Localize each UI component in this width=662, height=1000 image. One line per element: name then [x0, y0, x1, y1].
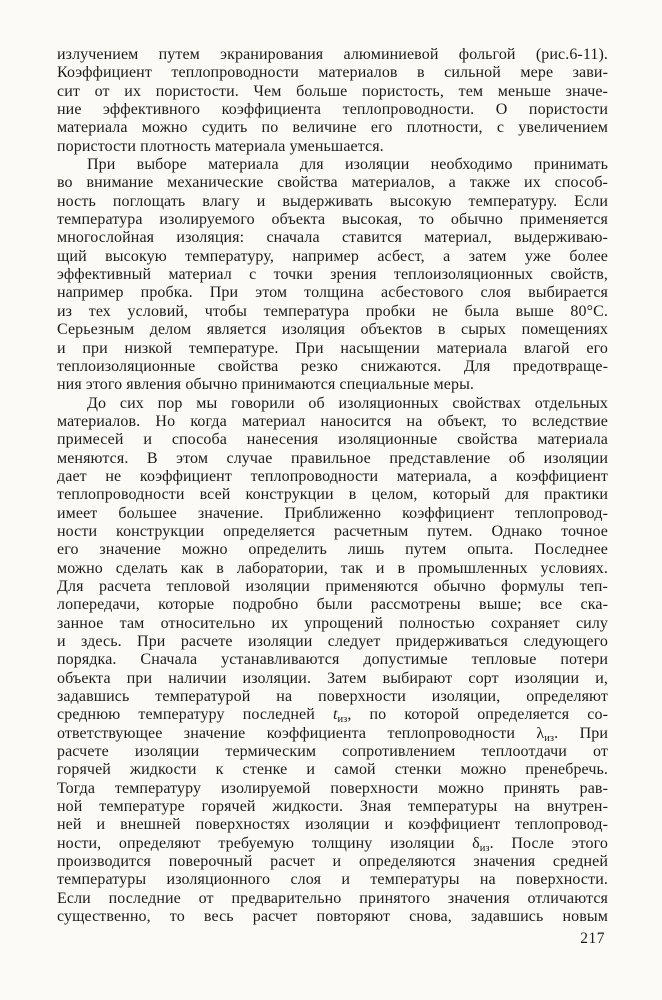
text-line: например пробка. При этом толщина асбестового слоя выбирается	[57, 284, 608, 302]
text-column	[57, 46, 608, 927]
text-line: До сих пор мы говорили об изоляционных свойствах отдельных	[87, 394, 608, 412]
text-line: и здесь. При расчете изоляции следует придерживаться следующего	[57, 633, 608, 650]
text-line: дает не коэффициент теплопроводности материала, а коэффициент	[57, 467, 608, 485]
text-line: примесей и способа нанесения изоляционные свойства материала	[57, 431, 608, 449]
text-line: его значение можно определить лишь путем опыта. Последнее	[57, 541, 608, 559]
text-line: во внимание механические свойства материалов, а также их способ-	[57, 174, 608, 192]
text-line: ния этого явления обычно принимаются специальные меры.	[57, 376, 475, 394]
text-line: среднюю температуру последней $t_{из}$, по которой определяется со-	[57, 706, 608, 726]
text-line: ней и внешней поверхностях изоляции и коэффициент теплопровод-	[57, 816, 608, 834]
text-line: ности, определяют требуемую толщину изоляции $\delta_{из}$. После этого	[57, 834, 608, 854]
text-line: имеет большее значение. Приближенно коэффициент теплопровод-	[57, 504, 608, 522]
text-line: материала можно судить по величине его плотности, с увеличением	[57, 119, 608, 137]
text-line: материалов. Но когда материал наносится на объект, то вследствие	[57, 412, 608, 430]
page-number: 217	[580, 930, 605, 947]
text-line: излучением путем экранирования алюминиевой фольгой (рис.6-11).	[57, 46, 608, 63]
text-line: ность поглощать влагу и выдерживать высокую температуру. Если	[57, 192, 608, 210]
text-line: пористости плотность материала уменьшается.	[57, 137, 384, 155]
text-line: Тогда температуру изолируемой поверхности можно принять рав-	[57, 779, 608, 797]
text-line: многослойная изоляция: сначала ставится материал, выдерживаю-	[57, 229, 608, 247]
paragraph	[57, 395, 608, 927]
paragraph	[57, 46, 608, 156]
text-line: щий высокую температуру, например асбест, а затем уже более	[57, 247, 608, 265]
text-line: температура изолируемого объекта высокая, то обычно применяется	[57, 211, 608, 229]
text-line: и при низкой температуре. При насыщении материала влагой его	[57, 339, 608, 357]
text-line: ответствующее значение коэффициента теплопроводности $\lambda_{из}$. При	[57, 724, 608, 744]
text-line: теплоизоляционные свойства резко снижаются. Для предотвраще-	[57, 357, 608, 375]
paragraph	[57, 156, 608, 394]
text-line: Для расчета тепловой изоляции применяются обычно формулы теп-	[57, 577, 608, 595]
text-line: Серьезным делом является изоляция объектов в сырых помещениях	[57, 321, 608, 339]
text-line: сит от их пористости. Чем больше пористость, тем меньше значе-	[57, 82, 608, 100]
text-line: горячей жидкости к стенке и самой стенки можно пренебречь.	[57, 761, 608, 779]
text-line: расчете изоляции термическим сопротивлением теплоотдачи от	[57, 743, 608, 761]
text-line: задавшись температурой на поверхности изоляции, определяют	[57, 688, 608, 706]
text-line: ности конструкции определяется расчетным путем. Однако точное	[57, 522, 608, 540]
text-line: Коэффициент теплопроводности материалов в сильной мере зави-	[57, 64, 608, 82]
text-line: меняются. В этом случае правильное представление об изоляции	[57, 449, 608, 467]
text-line: теплопроводности всей конструкции в целом, который для практики	[57, 486, 608, 504]
text-line: занное там относительно их упрощений полностью сохраняет силу	[57, 614, 608, 632]
text-line: объекта при наличии изоляции. Затем выбирают сорт изоляции и,	[57, 669, 608, 687]
text-line: ние эффективного коэффициента теплопроводности. О пористости	[57, 101, 608, 119]
text-line: При выборе материала для изоляции необходимо принимать	[87, 156, 608, 174]
text-line: Если последние от предварительно принятого значения отличаются	[57, 889, 608, 907]
text-line: лопередачи, которые подробно были рассмотрены выше; все ска-	[57, 596, 608, 614]
text-line: существенно, то весь расчет повторяют снова, задавшись новым	[57, 908, 608, 926]
text-line: из тех условий, чтобы температура пробки не была выше 80°С.	[57, 302, 608, 320]
text-line: производится поверочный расчет и определяются значения средней	[57, 853, 608, 871]
text-line: эффективный материал с точки зрения теплоизоляционных свойств,	[57, 266, 608, 284]
text-line: ной температуре горячей жидкости. Зная температуры на внутрен-	[57, 798, 608, 816]
text-line: температуры изоляционного слоя и температуры на поверхности.	[57, 871, 608, 889]
text-line: можно сделать как в лаборатории, так и в промышленных условиях.	[57, 559, 608, 577]
text-line: порядка. Сначала устанавливаются допустимые тепловые потери	[57, 651, 608, 669]
